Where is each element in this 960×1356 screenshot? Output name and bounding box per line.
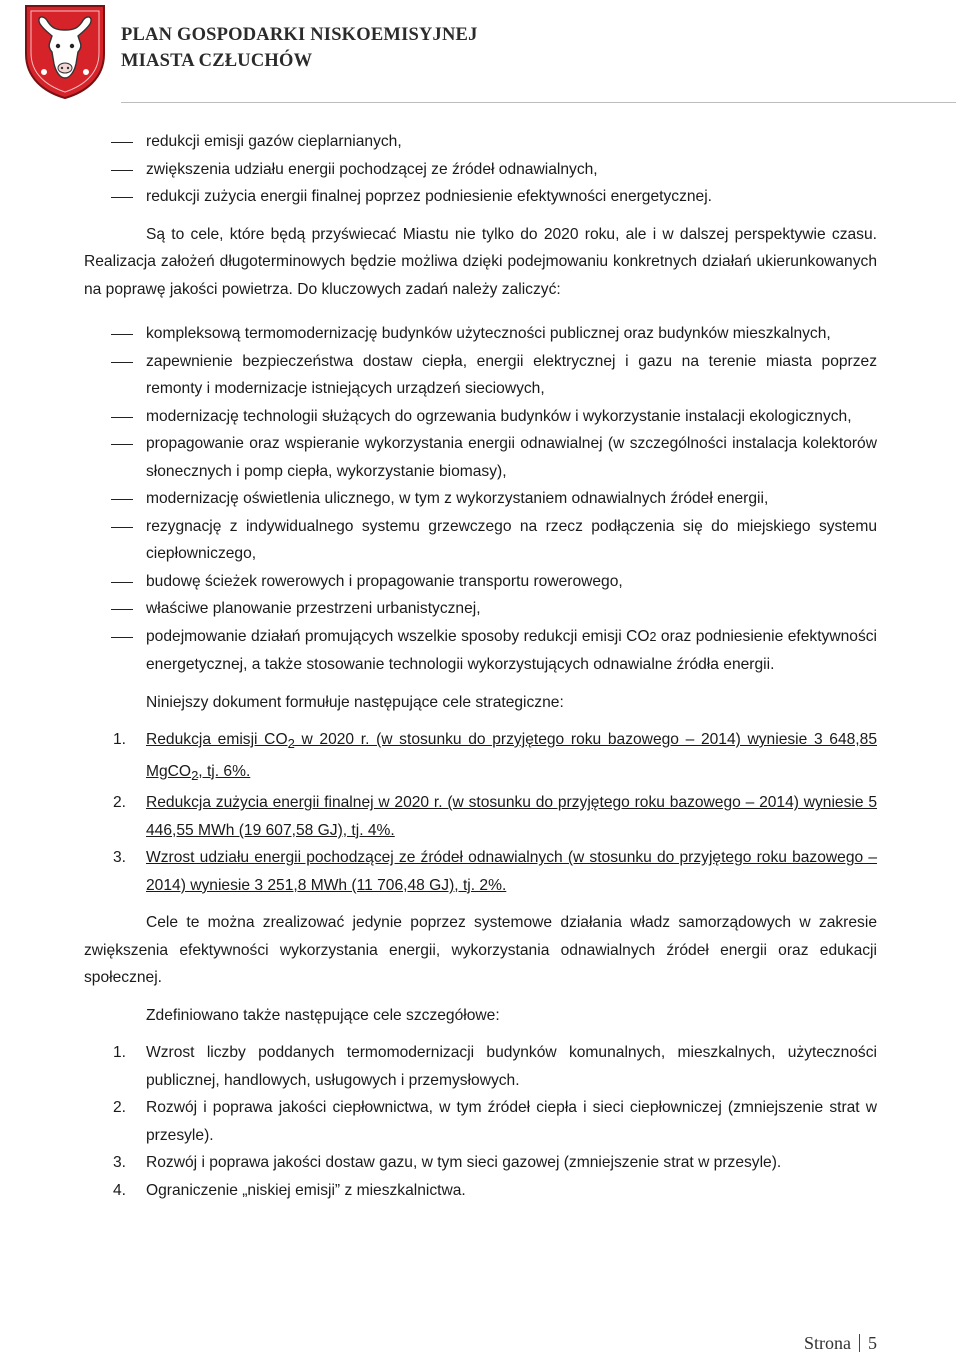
list-number: 3. — [113, 1154, 127, 1172]
city-crest-bull-icon — [22, 2, 108, 100]
detailed-goals-intro: Zdefiniowano także następujące cele szczegółowe: — [146, 1006, 500, 1024]
list-number: 1. — [113, 731, 127, 748]
list-number: 4. — [113, 1181, 127, 1199]
list-item: redukcji emisji gazów cieplarnianych, — [84, 128, 877, 156]
list-number: 1. — [113, 1044, 127, 1062]
document-title-line-2: MIASTA CZŁUCHÓW — [121, 51, 313, 71]
list-item: redukcji zużycia energii finalnej poprzez podniesienie efektywności energetycznej. — [84, 183, 877, 211]
page-number: 5 — [868, 1333, 877, 1353]
list-item: zwiększenia udziału energii pochodzącej ze źródeł odnawialnych, — [84, 156, 877, 184]
list-item: kompleksową termomodernizację budynków użyteczności publicznej oraz budynków mieszkalnych, — [84, 320, 877, 348]
list-item: modernizację oświetlenia ulicznego, w tym z wykorzystaniem odnawialnych źródeł energii, — [84, 485, 877, 513]
list-item: 2. Redukcja zużycia energii finalnej w 2020 r. (w stosunku do przyjętego roku bazowego – 2014) wyniesie 5 446,55 MWh (19 607,58 GJ), tj. 4%. — [84, 789, 877, 844]
document-title — [121, 22, 478, 74]
goals-dash-list — [84, 128, 877, 211]
list-number: 2. — [113, 794, 127, 812]
list-number: 3. — [113, 849, 127, 867]
list-item: 1. Wzrost liczby poddanych termomodernizacji budynków komunalnych, mieszkalnych, użyteczności publicznej, handlowych, usługowych i przemysłowych. — [84, 1039, 877, 1094]
page-body — [84, 128, 877, 1204]
footer-separator — [859, 1334, 860, 1352]
detailed-goals-list — [84, 1039, 877, 1204]
header-divider — [121, 102, 956, 103]
tasks-dash-list — [84, 320, 877, 679]
list-item: podejmowanie działań promujących wszelkie sposoby redukcji emisji CO2 oraz podniesienie efektywności energetycznej, a także stosowanie technologii wykorzystujących odnawialne źródła energii. — [84, 623, 877, 679]
list-number: 2. — [113, 1099, 127, 1117]
list-item: zapewnienie bezpieczeństwa dostaw ciepła, energii elektrycznej i gazu na terenie miasta poprzez remonty i modernizacje istniejących urządzeń sieciowych, — [84, 348, 877, 403]
list-item: 3. Wzrost udziału energii pochodzącej ze źródeł odnawialnych (w stosunku do przyjętego roku bazowego – 2014) wyniesie 3 251,8 MWh (11 706,48 GJ), tj. 2%. — [84, 844, 877, 899]
page-footer — [0, 1330, 877, 1356]
list-item: 1. Redukcja emisji $CO_2$ w 2020 r. (w stosunku do przyjętego roku bazowego – 2014) wyniesie 3 648,85 MgCO$_2$, tj. 6%. — [84, 726, 877, 789]
list-item: właściwe planowanie przestrzeni urbanistycznej, — [84, 595, 877, 623]
list-item: budowę ścieżek rowerowych i propagowanie transportu rowerowego, — [84, 568, 877, 596]
list-item: modernizację technologii służących do ogrzewania budynków i wykorzystanie instalacji ekologicznych, — [84, 403, 877, 431]
strategic-goals-list — [84, 726, 877, 899]
paragraph: Są to cele, które będą przyświecać Miastu nie tylko do 2020 roku, ale i w dalszej perspektywie czasu. Realizacja założeń długoterminowych będzie możliwa dzięki podejmowaniu konkretnych działań ukierunkowanych na poprawę jakości powietrza. Do kluczowych zadań należy zaliczyć: — [84, 225, 877, 298]
list-item: 4. Ograniczenie „niskiej emisji” z mieszkalnictwa. — [84, 1177, 877, 1205]
list-item: rezygnację z indywidualnego systemu grzewczego na rzecz podłączenia się do miejskiego systemu ciepłowniczego, — [84, 513, 877, 568]
list-item: 3. Rozwój i poprawa jakości dostaw gazu, w tym sieci gazowej (zmniejszenie strat w przesyle). — [84, 1149, 877, 1177]
strategic-goals-intro: Niniejszy dokument formułuje następujące cele strategiczne: — [146, 693, 564, 711]
document-title-line-1: PLAN GOSPODARKI NISKOEMISYJNEJ — [121, 25, 478, 45]
page-header — [14, 0, 960, 110]
paragraph: Cele te można zrealizować jedynie poprzez systemowe działania władz samorządowych w zakresie zwiększenia efektywności wykorzystania energii, wykorzystania odnawialnych źródeł energii oraz edukacji społecznej. — [84, 914, 877, 987]
page-label: Strona — [804, 1333, 851, 1353]
list-item: 2. Rozwój i poprawa jakości ciepłownictwa, w tym źródeł ciepła i sieci ciepłowniczej (zmniejszenie strat w przesyle). — [84, 1094, 877, 1149]
list-item: propagowanie oraz wspieranie wykorzystania energii odnawialnej (w szczególności instalacja kolektorów słonecznych i pomp ciepła, wykorzystanie biomasy), — [84, 430, 877, 485]
